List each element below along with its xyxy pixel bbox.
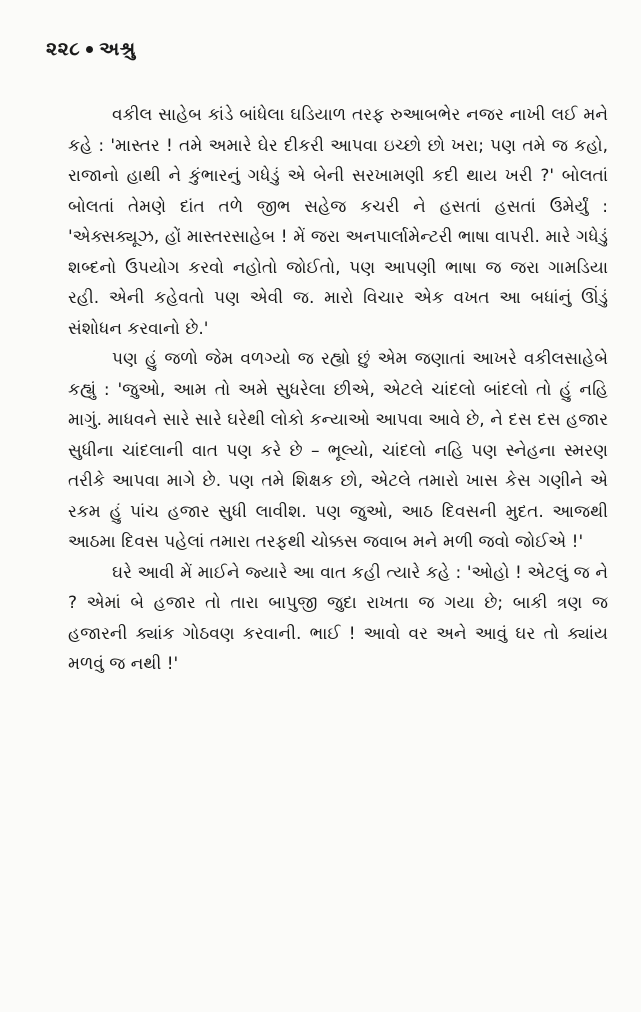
page-header [46, 38, 136, 60]
bullet-icon [86, 46, 93, 53]
paragraph-3: ઘરે આવી મેં માઈને જ્યારે આ વાત કહી ત્યારે કહે : 'ઓહો ! એટલું જ ને ? એમાં બે હજાર તો તારા બાપુજી જુદા રાખતા જ ગયા છે; બાકી ત્રણ જ હજારની ક્યાંક ગોઠવણ કરવાની. ભાઈ ! આવો વર અને આવું ઘર તો ક્યાંય મળવું જ નથી !' [68, 562, 608, 674]
paragraph-1: વકીલ સાહેબ કાંડે બાંધેલા ઘડિયાળ તરફ રુઆબભેર નજર નાખી લઈ મને કહે : 'માસ્તર ! તમે અમારે ઘેર દીકરી આપવા ઇચ્છો છો ખરા; પણ તમે જ કહો, રાજાનો હાથી ને કુંભારનું ગધેડું એ બેની સરખામણી કદી થાય ખરી ?' બોલતાં બોલતાં તેમણે દાંત તળે જીભ સહેજ કચરી ને હસતાં હસતાં ઉમેર્યું : 'એક્સક્યૂઝ, હોં માસ્તરસાહેબ ! મેં જરા અનપાર્લામેન્ટરી ભાષા વાપરી. મારે ગધેડું શબ્દનો ઉપયોગ કરવો નહોતો જોઈતો, પણ આપણી ભાષા જ જરા ગામડિયા રહી. એની કહેવતો પણ એવી જ. મારો વિચાર એક વખત આ બધાંનું ઊંડું સંશોધન કરવાનો છે.' [68, 105, 608, 339]
book-title: અશ્રુ [99, 38, 136, 60]
paragraph-2: પણ હું જળો જેમ વળગ્યો જ રહ્યો છું એમ જણાતાં આખરે વકીલસાહેબે કહ્યું : 'જુઓ, આમ તો અમે સુધરેલા છીએ, એટલે ચાંદલો બાંદલો તો હું નહિ માગું. માધવને સારે સારે ઘરેથી લોકો કન્યાઓ આપવા આવે છે, ને દસ દસ હજાર સુધીના ચાંદલાની વાત પણ કરે છે – ભૂલ્યો, ચાંદલો નહિ પણ સ્નેહના સ્મરણ તરીકે આપવા માગે છે. પણ તમે શિક્ષક છો, એટલે તમારો ખાસ કેસ ગણીને એ રકમ હું પાંચ હજાર સુધી લાવીશ. પણ જુઓ, આઠ દિવસની મુદત. આજથી આઠમા દિવસ પહેલાં તમારા તરફથી ચોક્કસ જવાબ મને મળી જવો જોઈએ !' [68, 349, 608, 552]
body-text [68, 100, 608, 680]
page-number: ૨૨૮ [46, 38, 81, 60]
